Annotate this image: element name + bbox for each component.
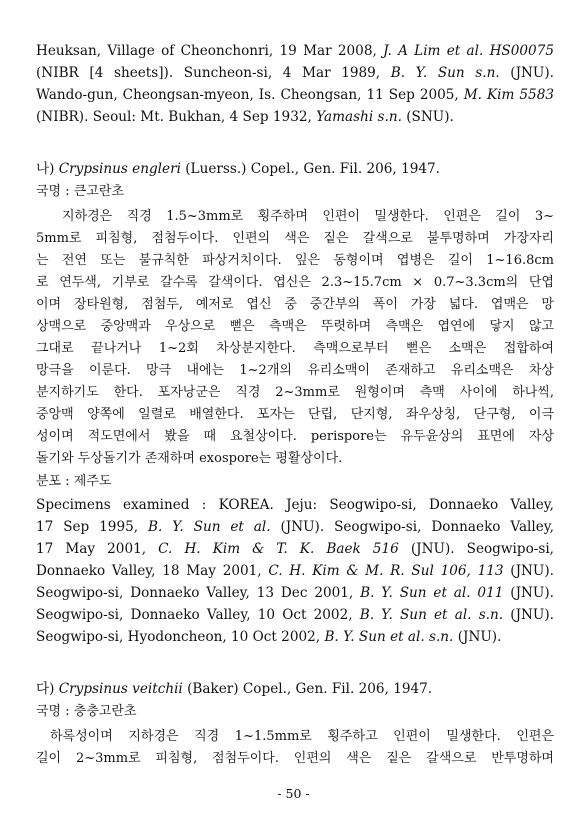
species-heading: 나) Crypsinus engleri (Luerss.) Copel., Gen. Fil. 206, 1947. [36, 161, 440, 177]
intro-line: (NIBR). Seoul: Mt. Bukhan, 4 Sep 1932, Yamashi s.n. (SNU). [36, 109, 454, 125]
intro-line: Wando-gun, Cheongsan-myeon, Is. Cheongsan, 11 Sep 2005, M. Kim 5583 [36, 87, 554, 103]
specimen-line: Specimens examined : KOREA. Jeju: Seogwipo-si, Donnaeko Valley, [36, 497, 554, 513]
description-line: 이며 장타원형, 점첨두, 예저로 엽신 중 중간부의 폭이 가장 넓다. 엽맥은 망 [36, 297, 554, 312]
description-line: 중앙맥 양쪽에 일렬로 배열한다. 포자는 단립, 단지형, 좌우상칭, 단구형, 이극 [36, 407, 554, 422]
specimen-line: Seogwipo-si, Donnaeko Valley, 13 Dec 2001, B. Y. Sun et al. 011 (JNU). [36, 585, 554, 601]
description-line: 망극을 이룬다. 망극 내에는 1~2개의 유리소맥이 존재하고 유리소맥은 차상 [36, 363, 554, 378]
intro-line: Heuksan, Village of Cheonchonri, 19 Mar 2008, J. A Lim et al. HS00075 [36, 43, 554, 59]
specimen-line: 17 Sep 1995, B. Y. Sun et al. (JNU). Seogwipo-si, Donnaeko Valley, [36, 519, 554, 535]
description-line: 돌기와 두상돌기가 존재하며 exospore는 평활상이다. [36, 451, 343, 466]
description-line: 는 전연 또는 불규칙한 파상거치이다. 잎은 동형이며 엽병은 길이 1~16.8cm [36, 253, 554, 268]
species-heading: 다) Crypsinus veitchii (Baker) Copel., Gen. Fil. 206, 1947. [36, 681, 433, 697]
description-line: 분지하기도 한다. 포자낭군은 직경 2~3mm로 원형이며 측맥 사이에 하나씩, [36, 385, 554, 400]
distribution: 분포 : 제주도 [36, 474, 112, 489]
description-line: 성이며 적도면에서 봤을 때 요철상이다. perispore는 유두윤상의 표면에 자상 [36, 429, 554, 444]
specimen-line: Donnaeko Valley, 18 May 2001, C. H. Kim & M. R. Sul 106, 113 (JNU). [36, 563, 554, 579]
description-line: 5mm로 피침형, 점첨두이다. 인편의 색은 짙은 갈색으로 불투명하며 가장자리 [36, 231, 554, 246]
page-number: - 50 - [277, 786, 310, 801]
specimen-line: Seogwipo-si, Hyodoncheon, 10 Oct 2002, B. Y. Sun et al. s.n. (JNU). [36, 629, 502, 645]
description-line: 그대로 끝나거나 1~2회 차상분지한다. 측맥으로부터 뻗은 소맥은 접합하여 [36, 341, 554, 356]
specimen-line: Seogwipo-si, Donnaeko Valley, 10 Oct 2002, B. Y. Sun et al. s.n. (JNU). [36, 607, 554, 623]
intro-line: (NIBR [4 sheets]). Suncheon-si, 4 Mar 1989, B. Y. Sun s.n. (JNU). [36, 65, 554, 81]
description-line: 하록성이며 지하경은 직경 1~1.5mm로 횡주하고 인편이 밀생한다. 인편은 [50, 729, 554, 744]
korean-name: 국명 : 충충고란초 [36, 704, 137, 719]
description-line: 지하경은 직경 1.5~3mm로 횡주하며 인편이 밀생한다. 인편은 길이 3~ [62, 209, 554, 224]
korean-name: 국명 : 큰고란초 [36, 184, 124, 199]
description-line: 로 연두색, 기부로 갈수록 갈색이다. 엽신은 2.3~15.7cm × 0.7~3.3cm의 단엽 [36, 275, 554, 290]
description-line: 길이 2~3mm로 피침형, 점첨두이다. 인편의 색은 짙은 갈색으로 반투명하며 [36, 751, 554, 766]
specimen-line: 17 May 2001, C. H. Kim & T. K. Baek 516 (JNU). Seogwipo-si, [36, 541, 554, 557]
description-line: 상맥으로 중앙맥과 우상으로 뻗은 측맥은 뚜렷하며 측맥은 엽연에 닿지 않고 [36, 319, 554, 334]
